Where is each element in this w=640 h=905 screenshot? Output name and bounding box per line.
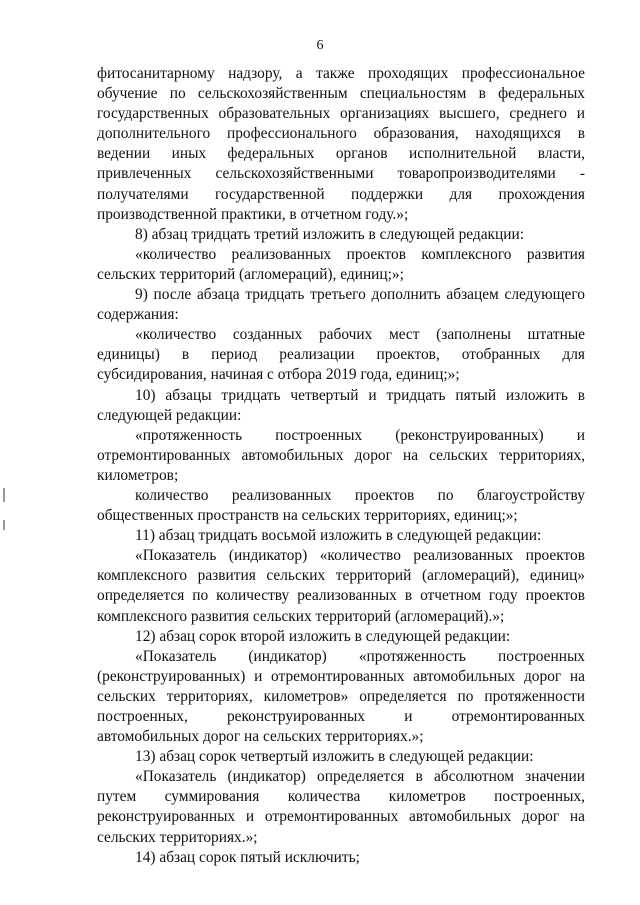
paragraph: 11) абзац тридцать восьмой изложить в следующей редакции: (135, 527, 542, 545)
paragraph: «Показатель (индикатор) «количество реализованных проектов комплексного развития сельских территорий (агломераций), единиц» определяется по количеству реализованных в отчетном году проектов комплексного развития сельских территорий (агломераций).»; (97, 547, 585, 625)
page-number: 6 (316, 38, 324, 53)
paragraph: 10) абзацы тридцать четвертый и тридцать пятый изложить в следующей редакции: (97, 386, 585, 424)
scan-edge-mark (3, 488, 5, 502)
paragraph: «протяженность построенных (реконструированных) и отремонтированных автомобильных дорог на сельских территориях, километров; (97, 426, 585, 484)
paragraph: количество реализованных проектов по благоустройству общественных пространств на сельских территориях, единиц;»; (97, 486, 585, 525)
paragraph: «количество реализованных проектов комплексного развития сельских территорий (агломераций), единиц;»; (97, 245, 585, 283)
paragraph: фитосанитарному надзору, а также проходящих профессиональное обучение по сельскохозяйственным специальностям в федеральных государственных образовательных организациях высшего, среднего и дополнительного профессионального образования, находящихся в ведении иных федеральных органов исполнительной власти, привлеченных сельскохозяйственными товаропроизводителями - получателями государственной поддержки для прохождения производственной практики, в отчетном году.»; (97, 65, 585, 223)
paragraph: «Показатель (индикатор) определяется в абсолютном значении путем суммирования количества километров построенных, реконструированных и отремонтированных автомобильных дорог на сельских территориях.»; (97, 768, 585, 846)
paragraph: 13) абзац сорок четвертый изложить в следующей редакции: (135, 748, 534, 766)
paragraph: 8) абзац тридцать третий изложить в следующей редакции: (135, 225, 525, 243)
paragraph: «количество созданных рабочих мест (заполнены штатные единицы) в период реализации проектов, отобранных для субсидирования, начиная с отбора 2019 года, единиц;»; (97, 326, 585, 384)
paragraph: 9) после абзаца тридцать третьего дополнить абзацем следующего содержания: (97, 286, 585, 324)
paragraph: 12) абзац сорок второй изложить в следующей редакции: (135, 627, 511, 645)
paragraph: «Показатель (индикатор) «протяженность построенных (реконструированных) и отремонтированных автомобильных дорог на сельских территориях, километров» определяется по протяженности построенных, реконструированных и отремонтированных автомобильных дорог на сельских территориях.»; (97, 647, 585, 746)
scan-edge-mark (3, 520, 5, 530)
document-body (97, 64, 585, 868)
paragraph: 14) абзац сорок пятый исключить; (135, 848, 360, 866)
